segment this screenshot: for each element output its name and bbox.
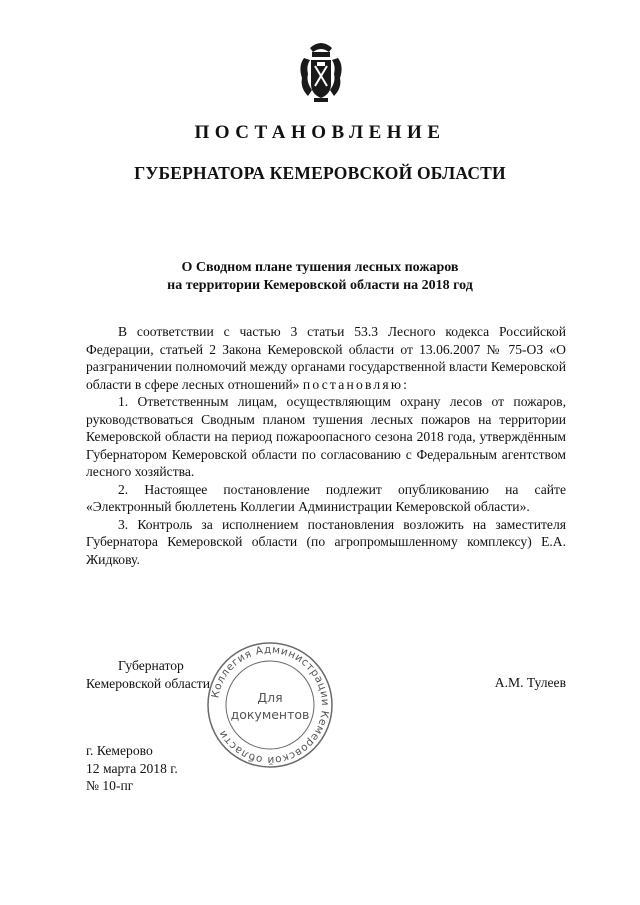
preamble-paragraph [86,323,566,393]
signature-position-line-1: Губернатор [118,658,184,673]
signature-position [86,657,210,692]
signatory-name: А.М. Тулеев [494,675,566,690]
document-date: 12 марта 2018 г. [86,760,178,776]
signature-position-line-2: Кемеровской области [86,675,211,691]
document-body [86,323,566,568]
item-1-paragraph: 1. Ответственным лицам, осуществляющим охрану лесов от пожаров, руководствоваться Сводным планом тушения лесных пожаров на территории Кемеровской области на период пожароопасного сезона 2018 года, утверждённым Губернатором Кемеровской области по согласованию с Федеральным агентством лесного хозяйства. [86,394,566,479]
heading-line-1: О Сводном плане тушения лесных пожаров [181,260,459,275]
preamble-text: В соответствии с частью 3 статьи 53.3 Лесного кодекса Российской Федерации, статьей 2 Закона Кемеровской области от 13.06.2007 № 75-ОЗ «О разграничении полномочий между органами государственной власти Кемеровской области в сфере лесных отношений» [86,324,566,392]
stamp-ring-textpath: Коллегия Администрации Кемеровской области [209,643,332,767]
stamp-center-line-1: Для [257,690,283,705]
document-place: г. Кемерово [86,743,153,758]
document-footer [86,742,178,795]
stamp-center-line-2: документов [230,707,310,722]
document-title: ПОСТАНОВЛЕНИЕ [194,122,446,143]
document-issuer: ГУБЕРНАТОРА КЕМЕРОВСКОЙ ОБЛАСТИ [134,163,506,183]
coat-of-arms-emblem [296,38,346,104]
official-stamp [205,640,335,770]
heading-line-2: на территории Кемеровской области на 2018 год [167,277,473,293]
document-heading [0,259,640,294]
item-2-paragraph: 2. Настоящее постановление подлежит опубликованию на сайте «Электронный бюллетень Коллегии Администрации Кемеровской области». [86,481,566,514]
item-3-paragraph: 3. Контроль за исполнением постановления возложить на заместителя Губернатора Кемеровской области (по агропромышленному комплексу) Е.А. Жидкову. [86,516,566,567]
document-number: № 10-пг [86,778,134,793]
preamble-keyword: постановляю: [302,376,410,392]
